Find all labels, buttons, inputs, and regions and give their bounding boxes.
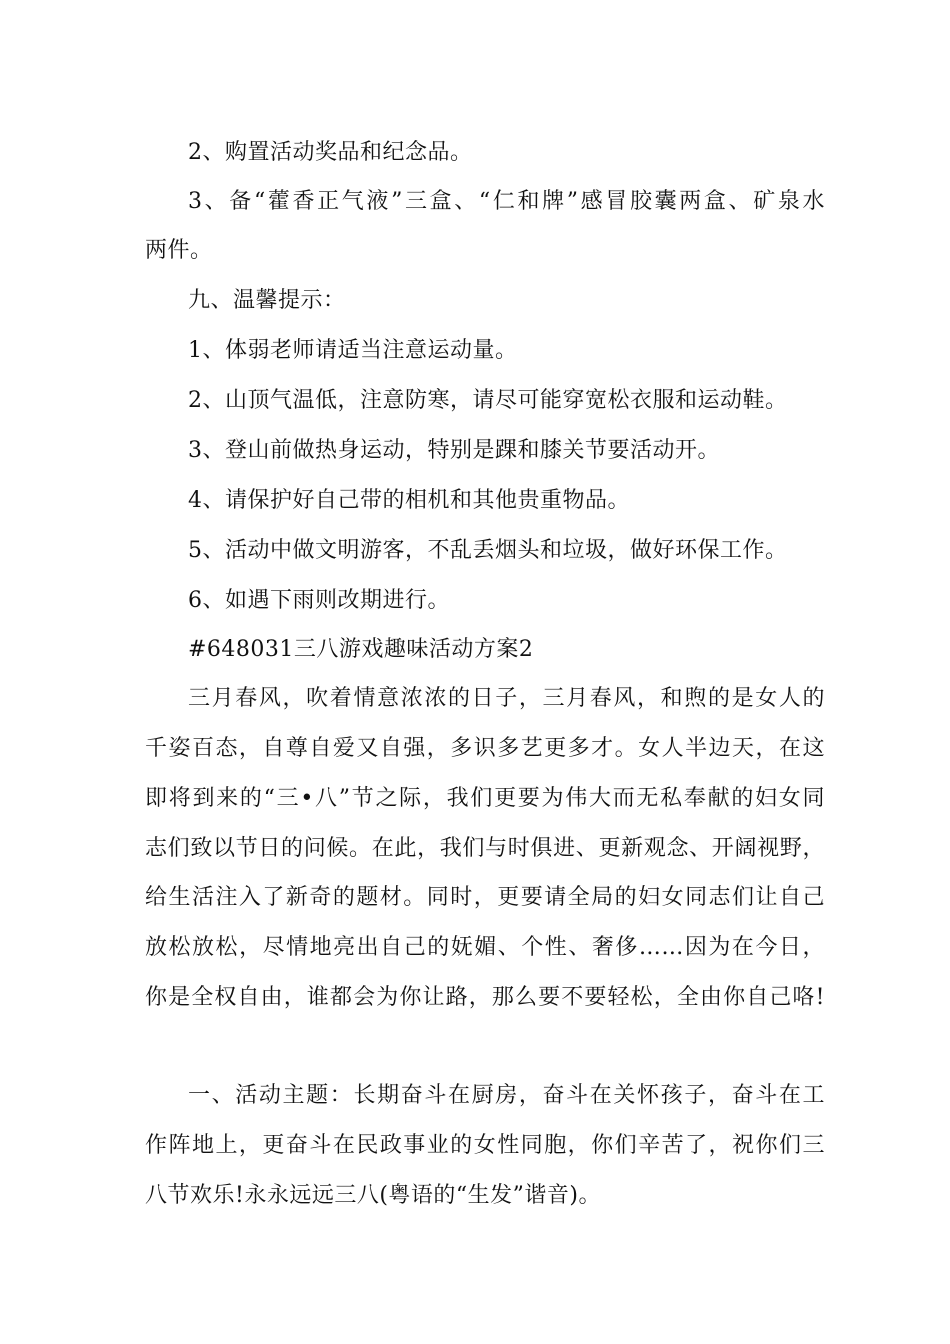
tip-item-4: 4、请保护好自己带的相机和其他贵重物品。 [188,488,630,513]
intro-paragraph-line-1: 三月春风，吹着情意浓浓的日子，三月春风，和煦的是女人的 [188,686,825,711]
intro-paragraph-line-3: 即将到来的“三•八”节之际，我们更要为伟大而无私奉献的妇女同 [145,786,825,811]
tip-item-2: 2、山顶气温低，注意防寒，请尽可能穿宽松衣服和运动鞋。 [188,388,788,413]
intro-paragraph-line-5: 给生活注入了新奇的题材。同时，更要请全局的妇女同志们让自己 [145,885,825,910]
tip-item-3: 3、登山前做热身运动，特别是踝和膝关节要活动开。 [188,438,720,463]
intro-paragraph-line-2: 千姿百态，自尊自爱又自强，多识多艺更多才。女人半边天，在这 [145,736,825,761]
section-heading-tips: 九、温馨提示： [188,288,346,313]
theme-paragraph-line-2: 作阵地上，更奋斗在民政事业的女性同胞，你们辛苦了，祝你们三 [145,1133,825,1158]
theme-paragraph-line-3: 八节欢乐!永永远远三八(粤语的“生发”谐音)。 [145,1183,602,1208]
theme-paragraph-line-1: 一、活动主题：长期奋斗在厨房，奋斗在关怀孩子，奋斗在工 [188,1083,825,1108]
list-item-medicine-water-cont: 两件。 [145,238,213,263]
list-item-purchase-prizes: 2、购置活动奖品和纪念品。 [188,140,473,165]
intro-paragraph-line-4: 志们致以节日的问候。在此，我们与时俱进、更新观念、开阔视野， [145,836,825,861]
tip-item-6: 6、如遇下雨则改期进行。 [188,588,450,613]
intro-paragraph-line-6: 放松放松，尽情地亮出自己的妩媚、个性、奢侈……因为在今日， [145,935,825,960]
plan-title: #648031三八游戏趣味活动方案2 [188,637,534,662]
intro-paragraph-line-7: 你是全权自由，谁都会为你让路，那么要不要轻松，全由你自己咯! [145,985,825,1010]
tip-item-1: 1、体弱老师请适当注意运动量。 [188,338,518,363]
list-item-medicine-water: 3、备“藿香正气液”三盒、“仁和牌”感冒胶囊两盒、矿泉水 [188,189,825,214]
tip-item-5: 5、活动中做文明游客，不乱丢烟头和垃圾，做好环保工作。 [188,538,788,563]
